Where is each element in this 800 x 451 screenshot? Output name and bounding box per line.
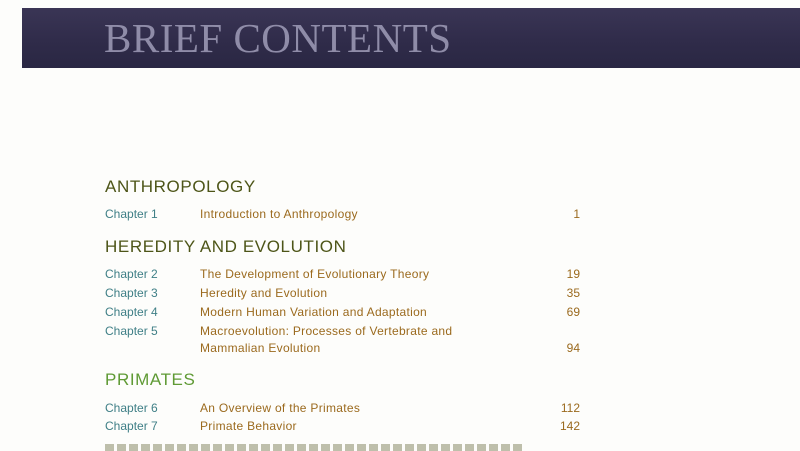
section-heading-heredity-and-evolution: HEREDITY AND EVOLUTION	[105, 237, 347, 256]
cutoff-section-heading	[105, 444, 525, 451]
chapter-title: Modern Human Variation and Adaptation	[200, 305, 428, 319]
chapter-title-line-1: Macroevolution: Processes of Vertebrate and	[200, 324, 453, 338]
chapter-label: Chapter 1	[105, 207, 158, 221]
page-number: 112	[560, 401, 580, 415]
toc-entry-chapter-5[interactable]	[105, 323, 580, 359]
chapter-title: Primate Behavior	[200, 419, 297, 433]
section-heading-primates: PRIMATES	[105, 370, 196, 389]
chapter-label: Chapter 2	[105, 267, 158, 281]
section-primates	[105, 370, 585, 433]
chapter-label: Chapter 4	[105, 305, 158, 319]
page-number: 69	[566, 305, 580, 319]
chapter-title	[200, 323, 510, 357]
chapter-label: Chapter 3	[105, 286, 158, 300]
chapter-title: The Development of Evolutionary Theory	[200, 267, 430, 281]
page-number: 19	[566, 267, 580, 281]
chapter-label: Chapter 7	[105, 419, 158, 433]
page-title: BRIEF CONTENTS	[104, 15, 452, 61]
cutoff-heading-glyphs	[105, 444, 525, 451]
chapter-label: Chapter 5	[105, 324, 158, 338]
header-banner	[22, 8, 800, 68]
section-heredity-and-evolution	[105, 237, 585, 355]
chapter-label: Chapter 6	[105, 401, 158, 415]
chapter-title: Introduction to Anthropology	[200, 207, 358, 221]
page-number: 35	[566, 286, 580, 300]
chapter-title-line-2: Mammalian Evolution	[200, 341, 321, 355]
page-number: 94	[566, 341, 580, 355]
page-number: 142	[559, 419, 580, 433]
chapter-title: An Overview of the Primates	[200, 401, 361, 415]
section-anthropology	[105, 177, 585, 221]
section-heading-anthropology: ANTHROPOLOGY	[105, 177, 256, 196]
page-number: 1	[573, 207, 580, 221]
chapter-title: Heredity and Evolution	[200, 286, 328, 300]
